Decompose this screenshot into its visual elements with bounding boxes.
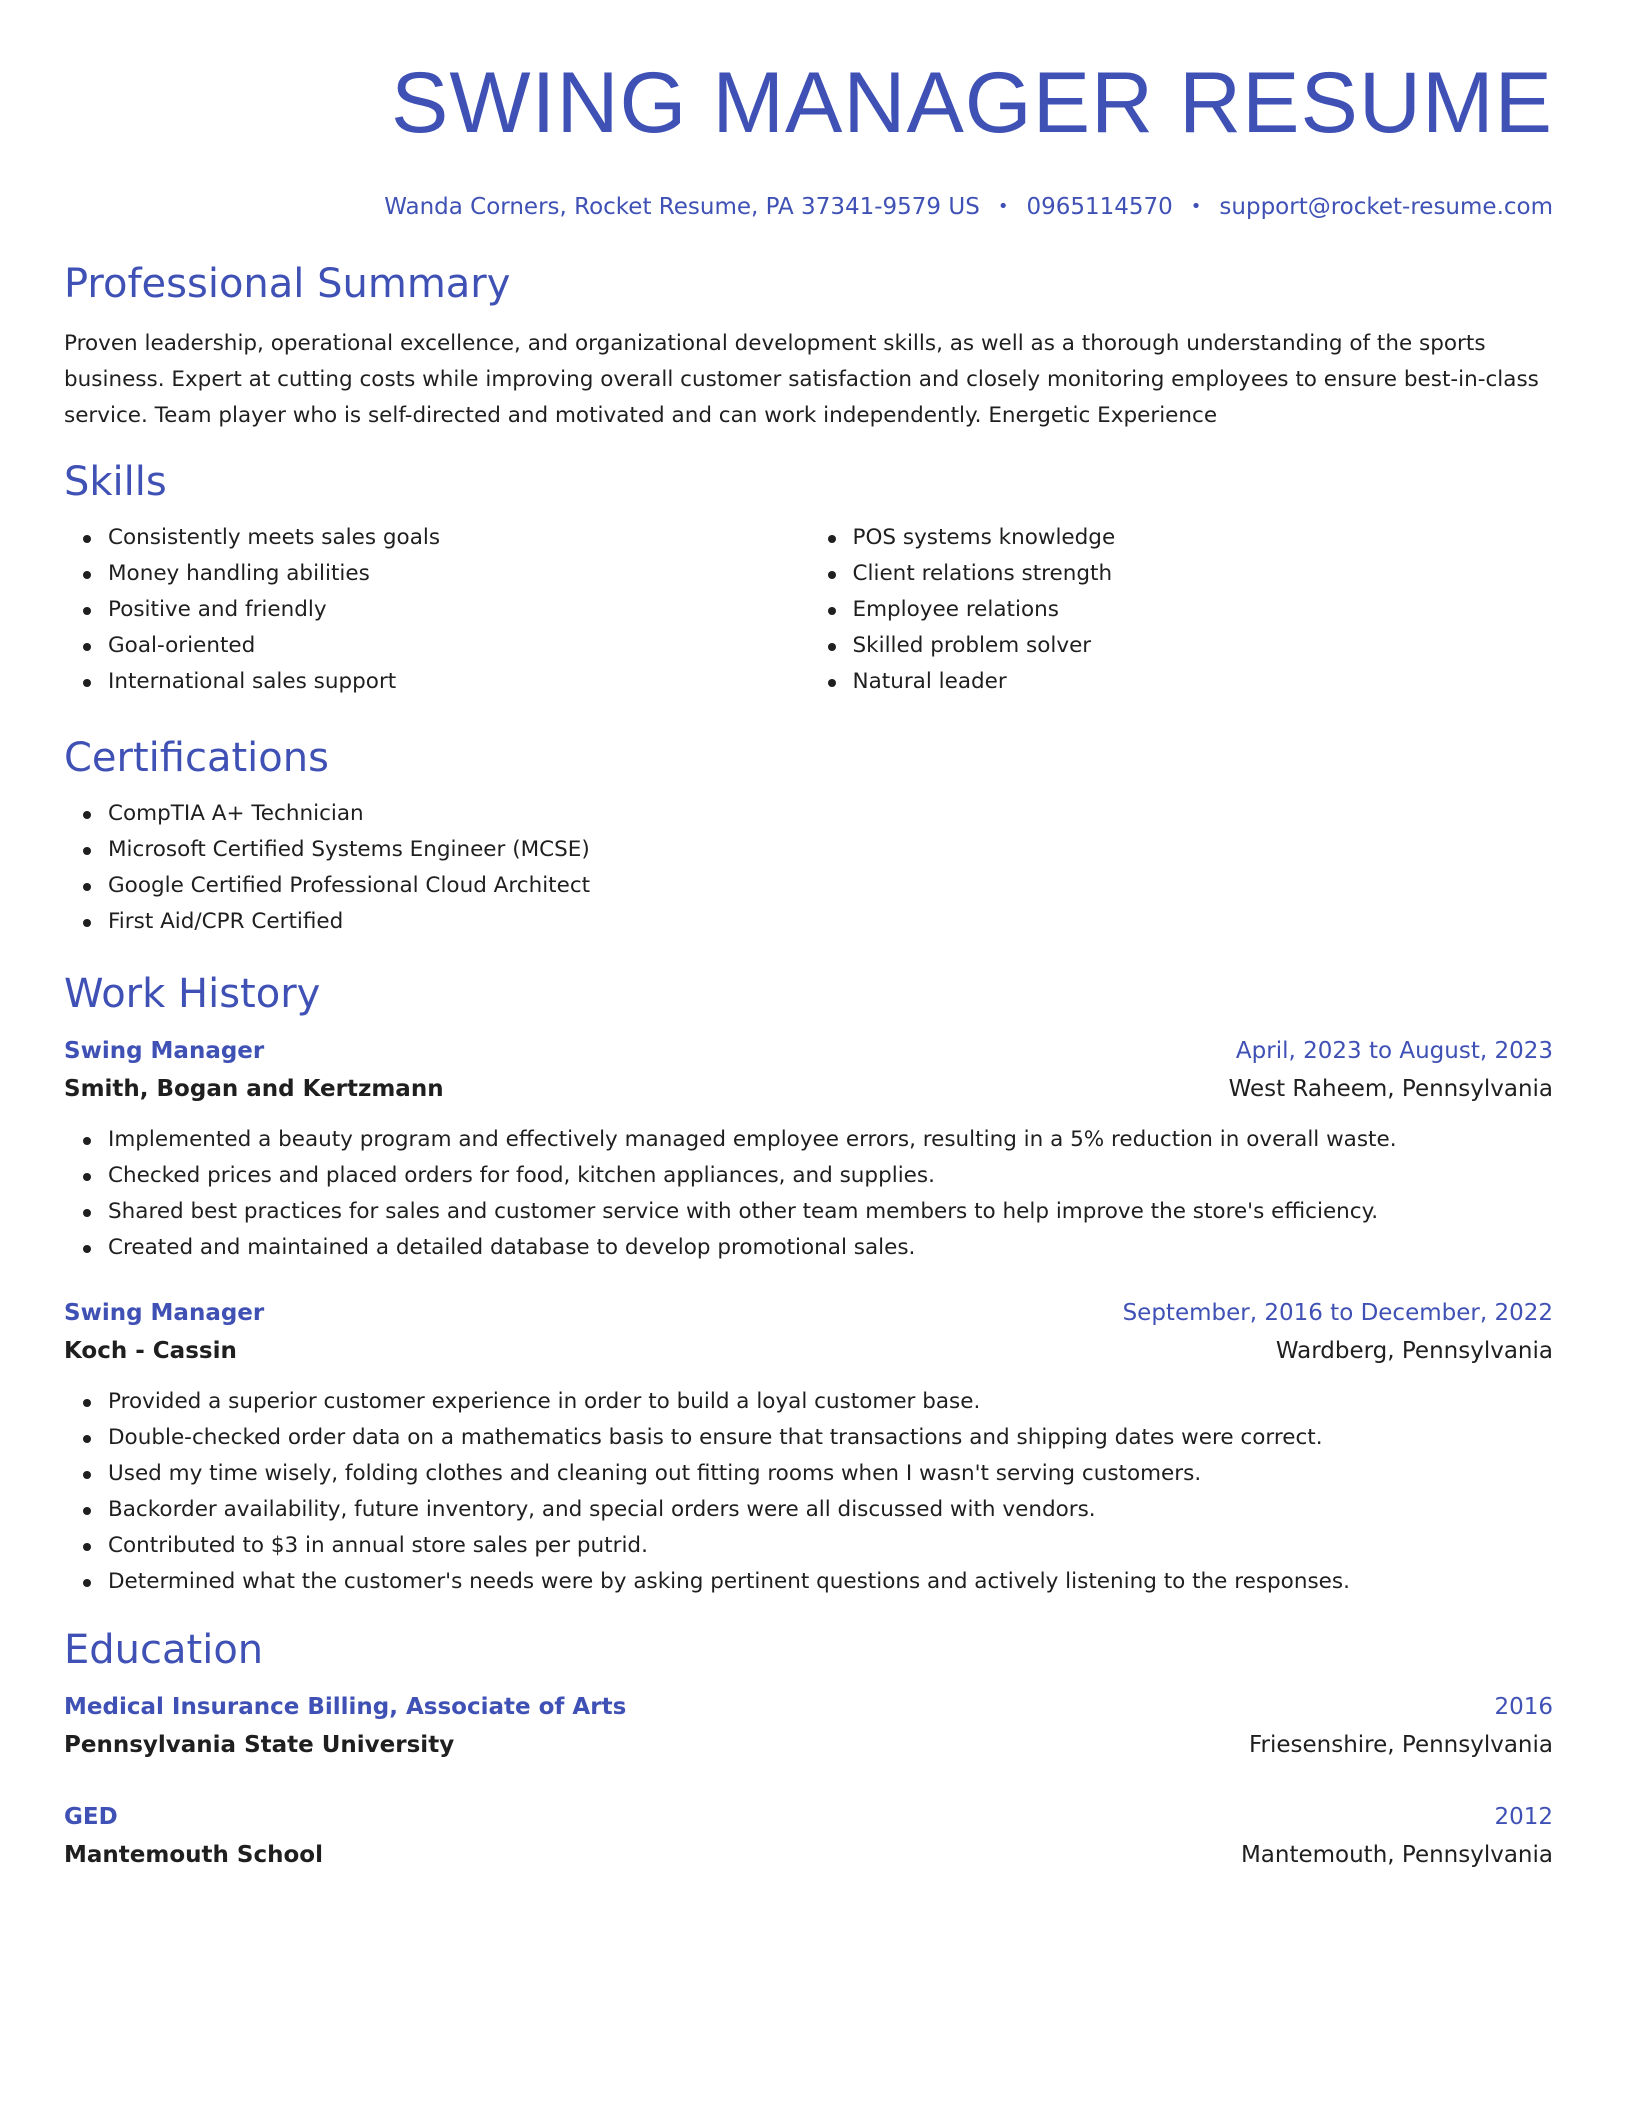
job-company: Koch - Cassin — [64, 1338, 237, 1364]
job-bullet: Provided a superior customer experience in order to build a loyal customer base. — [108, 1384, 1553, 1420]
job-bullet: Implemented a beauty program and effectively managed employee errors, resulting in a 5% reduction in overall waste. — [108, 1122, 1553, 1158]
job-company: Smith, Bogan and Kertzmann — [64, 1076, 444, 1102]
certification-item: CompTIA A+ Technician — [108, 796, 1553, 832]
work-history-heading: Work History — [64, 971, 321, 1017]
certification-item: Microsoft Certified Systems Engineer (MCSE) — [108, 832, 1553, 868]
certification-item: First Aid/CPR Certified — [108, 904, 1553, 940]
skill-item: POS systems knowledge — [853, 520, 1554, 556]
education-year: 2016 — [1494, 1694, 1553, 1720]
job-bullet: Contributed to $3 in annual store sales per putrid. — [108, 1528, 1553, 1564]
education-school-row — [64, 1726, 1553, 1764]
job-bullets — [64, 1384, 1553, 1600]
certifications-list — [64, 796, 1553, 940]
job-bullet: Determined what the customer's needs were by asking pertinent questions and actively listening to the responses. — [108, 1564, 1553, 1600]
skill-item: International sales support — [108, 664, 809, 700]
skill-item: Money handling abilities — [108, 556, 809, 592]
education-degree: GED — [64, 1804, 118, 1830]
education-section — [64, 1626, 1553, 1874]
contact-email[interactable]: support@rocket-resume.com — [1219, 194, 1553, 220]
education-heading: Education — [64, 1627, 264, 1673]
job-header-row — [64, 1032, 1553, 1070]
education-header-row — [64, 1798, 1553, 1836]
skill-item: Client relations strength — [853, 556, 1554, 592]
skill-item: Positive and friendly — [108, 592, 809, 628]
job-bullet: Created and maintained a detailed database to develop promotional sales. — [108, 1230, 1553, 1266]
skill-item: Skilled problem solver — [853, 628, 1554, 664]
job-bullet: Used my time wisely, folding clothes and cleaning out fitting rooms when I wasn't serving customers. — [108, 1456, 1553, 1492]
job-location: West Raheem, Pennsylvania — [1228, 1076, 1553, 1102]
education-degree: Medical Insurance Billing, Associate of Arts — [64, 1694, 627, 1720]
education-location: Friesenshire, Pennsylvania — [1248, 1732, 1553, 1758]
education-location: Mantemouth, Pennsylvania — [1240, 1842, 1553, 1868]
contact-separator: • — [1190, 196, 1202, 217]
job-header-row — [64, 1294, 1553, 1332]
job-company-row — [64, 1070, 1553, 1108]
job-title: Swing Manager — [64, 1038, 265, 1064]
skills-list-left — [64, 520, 809, 700]
job-company-row — [64, 1332, 1553, 1370]
contact-phone: 0965114570 — [1026, 194, 1173, 220]
education-school-row — [64, 1836, 1553, 1874]
job-entry — [64, 1294, 1553, 1600]
education-entry — [64, 1688, 1553, 1764]
skill-item: Natural leader — [853, 664, 1554, 700]
summary-heading: Professional Summary — [64, 261, 511, 307]
education-school: Mantemouth School — [64, 1842, 323, 1868]
work-history-section — [64, 970, 1553, 1600]
skills-heading: Skills — [64, 459, 167, 505]
skill-item: Employee relations — [853, 592, 1554, 628]
job-dates: April, 2023 to August, 2023 — [1235, 1038, 1553, 1064]
summary-text: Proven leadership, operational excellence, and organizational development skills, as well as a thorough understanding of the sports business. Expert at cutting costs while improving overall customer satisfaction and closely monitoring employees to ensure best-in-class service. Team player who is self-directed and motivated and can work independently. Energetic Experience — [64, 331, 1539, 428]
summary-section — [64, 260, 1553, 434]
skills-section — [64, 458, 1553, 700]
job-entry — [64, 1032, 1553, 1266]
job-dates: September, 2016 to December, 2022 — [1122, 1300, 1553, 1326]
contact-line — [64, 192, 1553, 222]
skill-item: Goal-oriented — [108, 628, 809, 664]
resume-title: SWING MANAGER RESUME — [391, 55, 1553, 151]
education-year: 2012 — [1494, 1804, 1553, 1830]
job-bullets — [64, 1122, 1553, 1266]
certification-item: Google Certified Professional Cloud Architect — [108, 868, 1553, 904]
certifications-heading: Certifications — [64, 735, 329, 781]
job-location: Wardberg, Pennsylvania — [1275, 1338, 1553, 1364]
education-school: Pennsylvania State University — [64, 1732, 455, 1758]
job-bullet: Checked prices and placed orders for food, kitchen appliances, and supplies. — [108, 1158, 1553, 1194]
skills-list-right — [809, 520, 1554, 700]
job-bullet: Double-checked order data on a mathematics basis to ensure that transactions and shipping dates were correct. — [108, 1420, 1553, 1456]
contact-separator: • — [997, 196, 1009, 217]
resume-header — [64, 52, 1553, 222]
job-bullet: Backorder availability, future inventory, and special orders were all discussed with vendors. — [108, 1492, 1553, 1528]
job-title: Swing Manager — [64, 1300, 265, 1326]
skill-item: Consistently meets sales goals — [108, 520, 809, 556]
job-bullet: Shared best practices for sales and customer service with other team members to help improve the store's efficiency. — [108, 1194, 1553, 1230]
education-entry — [64, 1798, 1553, 1874]
education-header-row — [64, 1688, 1553, 1726]
skills-grid — [64, 520, 1553, 700]
certifications-section — [64, 734, 1553, 940]
contact-address: Wanda Corners, Rocket Resume, PA 37341-9579 US — [384, 194, 980, 220]
